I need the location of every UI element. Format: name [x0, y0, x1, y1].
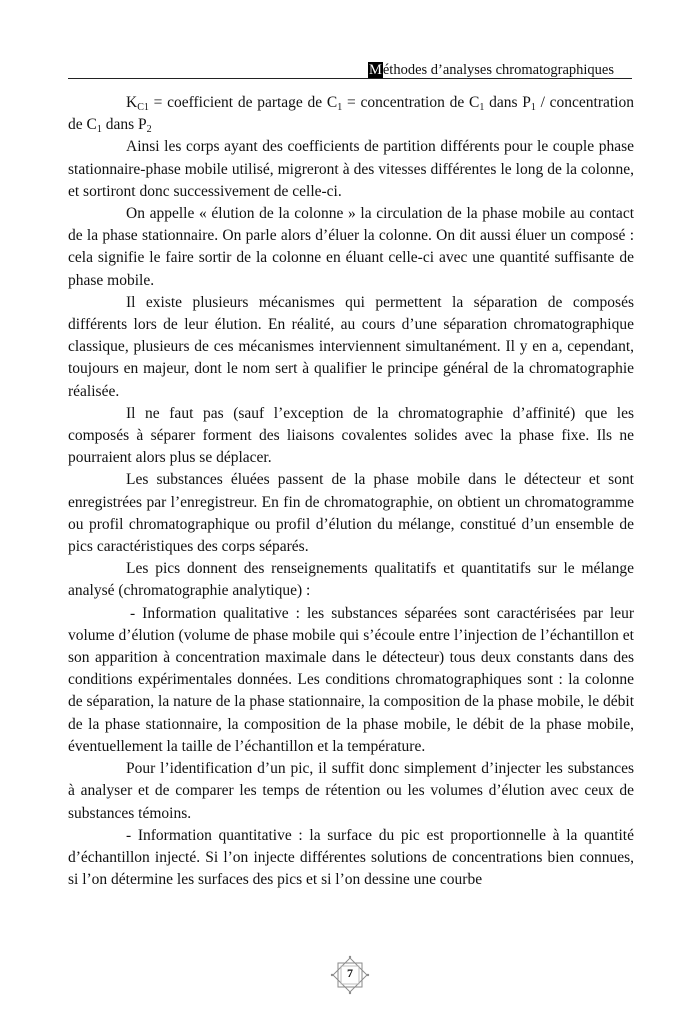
running-title-text: éthodes d’analyses chromatographiques: [382, 62, 614, 78]
running-title-initial: M: [368, 62, 382, 78]
paragraph: Il existe plusieurs mécanismes qui permettent la séparation de composés différents lors de leur élution. En réalité, au cours d’une séparation chromatographique classique, plusieurs de ces mécanismes interviennent simultanément. Il y en a, cependant, toujours en majeur, dont le nom sert à qualifier le principe général de la chromatographie réalisée.: [68, 293, 634, 400]
paragraph: Les pics donnent des renseignements qualitatifs et quantitatifs sur le mélange analysé (chromatographie analytique) :: [68, 560, 634, 600]
formula-paragraph: $K_{C1}$ = coefficient de partage de $C_1$ = concentration de $C_1$ dans $P_1$ / concentration de $C_1$ dans $P_2$: [68, 94, 635, 136]
paragraph: On appelle « élution de la colonne » la circulation de la phase mobile au contact de la phase stationnaire. On parle alors d’éluer la colonne. On dit aussi éluer un composé : cela signifie le faire sortir de la colonne en éluant celle-ci avec une quantité suffisante de phase mobile.: [68, 205, 634, 289]
paragraph: Il ne faut pas (sauf l’exception de la chromatographie d’affinité) que les composés à séparer forment des liaisons covalentes solides avec la phase fixe. Ils ne pourraient alors plus se déplacer.: [68, 404, 634, 467]
page-header: [68, 50, 632, 79]
body-text: [68, 92, 634, 891]
paragraph-identification: Pour l’identification d’un pic, il suffit donc simplement d’injecter les substances à analyser et de comparer les temps de rétention ou les volumes d’élution avec ceux de substances témoins.: [68, 760, 634, 822]
running-title: [368, 62, 614, 79]
bullet-quantitative: - Information quantitative : la surface du pic est proportionnelle à la quantité d’échantillon injecté. Si l’on injecte différentes solutions de concentrations bien connues, si l’on détermine les surfaces des pics et si l’on dessine une courbe: [68, 826, 634, 889]
paragraph: Ainsi les corps ayant des coefficients de partition différents pour le couple phase stationnaire-phase mobile utilisé, migreront à des vitesses différentes le long de la colonne, et sortiront donc successivement de celle-ci.: [68, 138, 634, 200]
bullet-qualitative: - Information qualitative : les substances séparées sont caractérisées par leur volume d’élution (volume de phase mobile qui s’écoule entre l’injection de l’échantillon et son apparition à concentration maximale dans le détecteur) tous deux constants dans des conditions expérimentales données. Les conditions chromatographiques sont : la colonne de séparation, la nature de la phase stationnaire, la composition de la phase mobile, le débit de la phase stationnaire, la composition de la phase mobile, le débit de la phase mobile, éventuellement la taille de l’échantillon et la température.: [68, 604, 634, 755]
page-footer: [330, 955, 370, 995]
page-number: 7: [347, 966, 353, 980]
paragraph: Les substances éluées passent de la phase mobile dans le détecteur et sont enregistrées par l’enregistreur. En fin de chromatographie, on obtient un chromatogramme ou profil chromatographique ou profil d’élution du mélange, constitué d’un ensemble de pics caractéristiques des corps séparés.: [68, 471, 634, 556]
